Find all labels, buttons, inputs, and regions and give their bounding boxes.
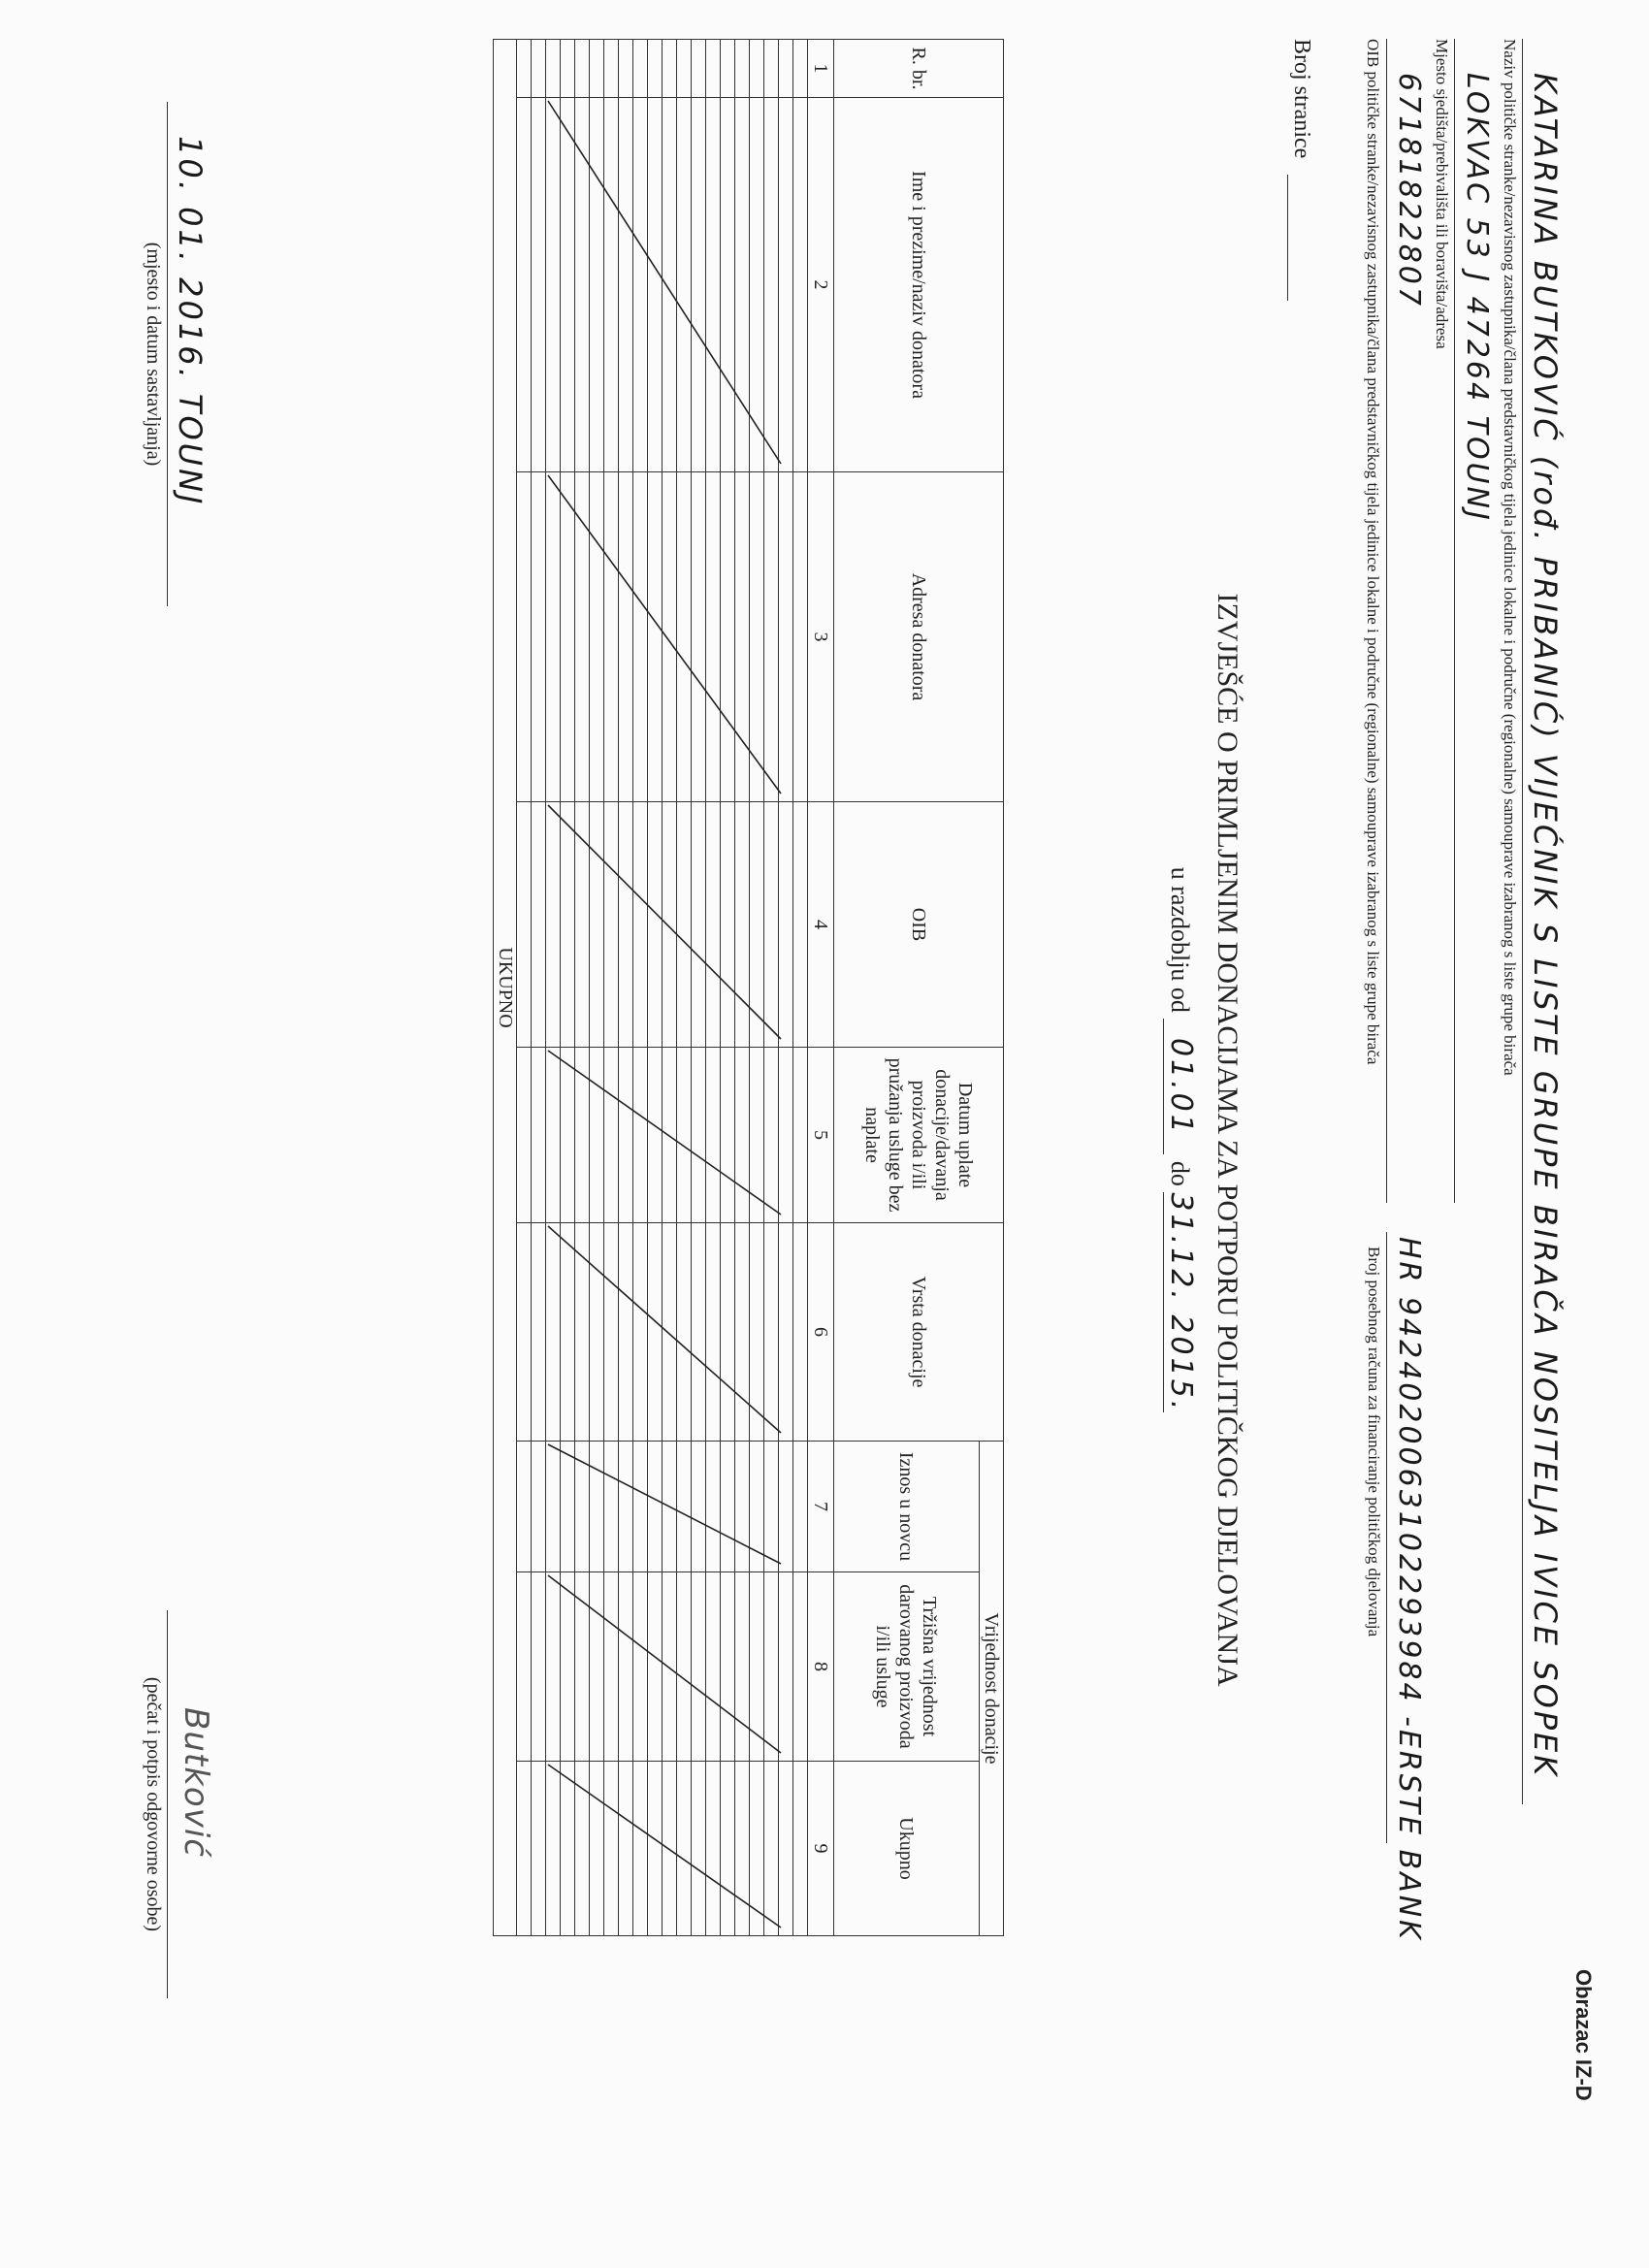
table-cell (619, 1442, 633, 1572)
table-cell (750, 1223, 764, 1442)
table-cell (692, 98, 706, 472)
oib-underline (1386, 39, 1387, 1203)
col-header-donor-address: Adresa donatora (834, 472, 1004, 802)
period-mid: do (1166, 1160, 1194, 1186)
table-cell (663, 1442, 677, 1572)
table-cell (633, 802, 648, 1048)
table-row (735, 40, 750, 1936)
table-cell (692, 1223, 706, 1442)
period-from: 01.01 (1163, 1019, 1198, 1154)
table-cell (561, 1762, 575, 1936)
table-cell (604, 98, 619, 472)
table-cell (750, 1048, 764, 1223)
table-cell (735, 1048, 750, 1223)
table-row (532, 40, 546, 1936)
table-cell (735, 1442, 750, 1572)
table-cell (648, 1572, 663, 1762)
table-cell (750, 40, 764, 98)
col-number: 8 (808, 1572, 834, 1762)
table-cell (633, 472, 648, 802)
table-cell (793, 472, 808, 802)
place-date-caption: (mjesto i datum sastavljanja) (143, 242, 164, 467)
table-cell (721, 98, 735, 472)
period-line (1163, 218, 1198, 2061)
table-cell (677, 40, 692, 98)
place-date-value: 10. 01. 2016. TOUNJ (172, 136, 209, 507)
table-cell (604, 40, 619, 98)
table-cell (721, 1762, 735, 1936)
table-cell (779, 1048, 793, 1223)
table-cell (706, 1572, 721, 1762)
col-header-oib: OIB (834, 802, 1004, 1048)
table-cell (779, 1762, 793, 1936)
table-cell (532, 1048, 546, 1223)
table-cell (750, 802, 764, 1048)
table-row (648, 40, 663, 1936)
table-cell (793, 802, 808, 1048)
table-cell (779, 472, 793, 802)
table-cell (575, 1442, 590, 1572)
table-cell (575, 98, 590, 472)
table-cell (764, 98, 779, 472)
table-cell (532, 1223, 546, 1442)
table-cell (575, 1572, 590, 1762)
table-cell (575, 1223, 590, 1442)
table-cell (517, 1762, 532, 1936)
oib-caption: OIB političke stranke/nezavisnog zastupnika/člana predstavničkog tijela jedinice lokalne i područne (regionalne) samouprave izabranog s liste grupe birača (1364, 39, 1382, 1065)
table-cell (590, 98, 604, 472)
table-cell (793, 1762, 808, 1936)
table-row (546, 40, 561, 1936)
col-number: 4 (808, 802, 834, 1048)
table-cell (546, 1572, 561, 1762)
table-cell (692, 1048, 706, 1223)
table-cell (663, 1572, 677, 1762)
table-cell (677, 1762, 692, 1936)
table-cell (779, 40, 793, 98)
table-cell (764, 802, 779, 1048)
table-cell (575, 1762, 590, 1936)
table-cell (721, 472, 735, 802)
signature-caption: (pečat i potpis odgovorne osobe) (143, 1676, 164, 1932)
table-cell (590, 1442, 604, 1572)
blank-rows (517, 40, 808, 1936)
table-cell (779, 98, 793, 472)
table-cell (590, 40, 604, 98)
table-cell (561, 40, 575, 98)
col-header-cash-amount: Iznos u novcu (834, 1442, 980, 1572)
table-cell (604, 1223, 619, 1442)
table-cell (648, 98, 663, 472)
period-to: 31.12. 2015. (1164, 1192, 1198, 1413)
table-cell (793, 1048, 808, 1223)
table-cell (633, 1442, 648, 1572)
col-number: 6 (808, 1223, 834, 1442)
table-cell (590, 1762, 604, 1936)
table-cell (619, 1572, 633, 1762)
table-cell (633, 1572, 648, 1762)
table-cell (575, 472, 590, 802)
table-cell (750, 1442, 764, 1572)
table-cell (750, 98, 764, 472)
table-cell (532, 1442, 546, 1572)
col-header-donor-name: Ime i prezime/naziv donatora (834, 98, 1004, 472)
table-cell (532, 472, 546, 802)
table-cell (779, 1442, 793, 1572)
table-row (561, 40, 575, 1936)
table-cell (663, 1048, 677, 1223)
col-header-date: Datum uplate donacije/davanja proizvoda i/ili pružanja usluge bez naplate (834, 1048, 1004, 1223)
column-number-row (808, 40, 834, 1936)
table-row (793, 40, 808, 1936)
table-cell (590, 1223, 604, 1442)
table-cell (546, 40, 561, 98)
col-number: 5 (808, 1048, 834, 1223)
table-cell (793, 1572, 808, 1762)
table-cell (706, 98, 721, 472)
signature: Butković (177, 1707, 215, 1858)
table-row (663, 40, 677, 1936)
table-cell (706, 472, 721, 802)
table-cell (793, 40, 808, 98)
table-cell (561, 98, 575, 472)
table-row (590, 40, 604, 1936)
table-row (764, 40, 779, 1936)
table-cell (604, 472, 619, 802)
table-cell (546, 802, 561, 1048)
table-cell (619, 802, 633, 1048)
col-number: 1 (808, 40, 834, 98)
table-cell (648, 1762, 663, 1936)
table-cell (750, 472, 764, 802)
table-cell (764, 1762, 779, 1936)
table-cell (793, 98, 808, 472)
table-cell (735, 40, 750, 98)
table-cell (648, 1223, 663, 1442)
table-cell (706, 1223, 721, 1442)
table-cell (575, 1048, 590, 1223)
table-cell (750, 1572, 764, 1762)
account-value: HR 9424020063102293984 -ERSTE BANK (1392, 1237, 1426, 1942)
table-cell (793, 1442, 808, 1572)
table-cell (619, 472, 633, 802)
table-cell (561, 472, 575, 802)
table-cell (706, 1442, 721, 1572)
table-cell (648, 1442, 663, 1572)
party-name-caption: Naziv političke stranke/nezavisnog zastupnika/člana predstavničkog tijela jedinice lokalne i područne (regionalne) samouprave izabranog s liste grupe birača (1501, 39, 1519, 1076)
table-cell (692, 1762, 706, 1936)
table-row (677, 40, 692, 1936)
table-cell (517, 1572, 532, 1762)
table-cell (735, 1223, 750, 1442)
table-cell (517, 98, 532, 472)
table-cell (633, 1223, 648, 1442)
address-value: LOKVAC 53 J 47264 TOUNJ (1460, 73, 1494, 523)
table-cell (546, 1762, 561, 1936)
table-cell (575, 40, 590, 98)
table-cell (546, 1048, 561, 1223)
table-cell (619, 1223, 633, 1442)
table-cell (633, 1048, 648, 1223)
table-cell (517, 1442, 532, 1572)
table-cell (575, 802, 590, 1048)
table-row (779, 40, 793, 1936)
col-number: 7 (808, 1442, 834, 1572)
table-cell (532, 802, 546, 1048)
table-cell (735, 802, 750, 1048)
table-cell (663, 40, 677, 98)
col-number: 2 (808, 98, 834, 472)
period-prefix: u razdoblju od (1166, 866, 1194, 1013)
table-cell (692, 1572, 706, 1762)
table-cell (561, 1223, 575, 1442)
group-header-value: Vrijednost donacije (980, 1442, 1004, 1936)
table-cell (590, 472, 604, 802)
table-cell (764, 1572, 779, 1762)
page-number-underline (1287, 175, 1288, 301)
table-cell (692, 802, 706, 1048)
table-cell (648, 40, 663, 98)
table-cell (663, 802, 677, 1048)
table-cell (721, 1223, 735, 1442)
table-cell (706, 802, 721, 1048)
table-cell (590, 1048, 604, 1223)
table-cell (764, 40, 779, 98)
table-cell (604, 1048, 619, 1223)
table-cell (546, 98, 561, 472)
table-cell (517, 472, 532, 802)
table-cell (677, 1223, 692, 1442)
table-cell (619, 98, 633, 472)
donations-table (493, 39, 1004, 1936)
table-cell (721, 1442, 735, 1572)
table-row (517, 40, 532, 1936)
col-number: 9 (808, 1762, 834, 1936)
table-cell (692, 40, 706, 98)
table-cell (706, 40, 721, 98)
table-cell (764, 472, 779, 802)
table-cell (677, 1048, 692, 1223)
table-cell (663, 1762, 677, 1936)
table-row (750, 40, 764, 1936)
table-row (619, 40, 633, 1936)
table-cell (546, 1223, 561, 1442)
table-cell (764, 1048, 779, 1223)
table-cell (561, 802, 575, 1048)
table-cell (517, 1048, 532, 1223)
table-row (604, 40, 619, 1936)
table-cell (663, 472, 677, 802)
table-cell (663, 1223, 677, 1442)
table-cell (779, 802, 793, 1048)
table-cell (561, 1442, 575, 1572)
table-cell (619, 1048, 633, 1223)
table-cell (677, 1572, 692, 1762)
table-cell (532, 98, 546, 472)
party-name-underline (1522, 39, 1523, 1804)
account-underline (1386, 1232, 1387, 1843)
table-cell (546, 1442, 561, 1572)
table-cell (750, 1762, 764, 1936)
table-cell (706, 1048, 721, 1223)
table-cell (721, 40, 735, 98)
form-code: Obrazac IZ-D (1571, 1969, 1596, 2101)
table-cell (764, 1442, 779, 1572)
table-cell (532, 40, 546, 98)
address-caption: Mjesto sjedišta/prebivališta ili boravišta/adresa (1433, 39, 1451, 349)
place-date-underline (167, 102, 168, 606)
table-cell (735, 1762, 750, 1936)
col-header-total: Ukupno (834, 1762, 980, 1936)
col-header-donation-type: Vrsta donacije (834, 1223, 1004, 1442)
table-cell (546, 472, 561, 802)
table-cell (604, 802, 619, 1048)
col-header-market-value: Tržišna vrijednost darovanog proizvoda i/ili usluge (834, 1572, 980, 1762)
address-underline (1454, 39, 1455, 1203)
table-cell (604, 1572, 619, 1762)
table-cell (590, 1572, 604, 1762)
table-cell (648, 1048, 663, 1223)
table-cell (590, 802, 604, 1048)
table-cell (692, 472, 706, 802)
table-cell (633, 40, 648, 98)
col-header-rbr: R. br. (834, 40, 1004, 98)
table-cell (779, 1572, 793, 1762)
table-cell (604, 1442, 619, 1572)
table-cell (633, 98, 648, 472)
table-cell (648, 802, 663, 1048)
table-cell (735, 98, 750, 472)
table-cell (517, 40, 532, 98)
account-caption: Broj posebnog računa za financiranje političkog djelovanja (1365, 1247, 1383, 1637)
col-number: 3 (808, 472, 834, 802)
table-cell (735, 472, 750, 802)
table-cell (532, 1572, 546, 1762)
table-cell (561, 1048, 575, 1223)
signature-underline (167, 1610, 168, 1998)
table-cell (604, 1762, 619, 1936)
table-cell (677, 98, 692, 472)
table-cell (663, 98, 677, 472)
oib-value: 67181822807 (1392, 73, 1426, 308)
table-cell (633, 1762, 648, 1936)
table-cell (677, 472, 692, 802)
table-row (633, 40, 648, 1936)
table-cell (677, 802, 692, 1048)
table-cell (648, 472, 663, 802)
table-cell (561, 1572, 575, 1762)
table-cell (692, 1442, 706, 1572)
table-row (692, 40, 706, 1936)
table-cell (677, 1442, 692, 1572)
table-row (721, 40, 735, 1936)
table-cell (532, 1762, 546, 1936)
table-cell (793, 1223, 808, 1442)
table-cell (764, 1223, 779, 1442)
table-cell (721, 802, 735, 1048)
table-cell (706, 1762, 721, 1936)
total-row-label: UKUPNO (494, 40, 517, 1936)
table-cell (779, 1223, 793, 1442)
table-cell (619, 40, 633, 98)
table-cell (721, 1048, 735, 1223)
table-cell (517, 802, 532, 1048)
table-row (575, 40, 590, 1936)
table-cell (721, 1572, 735, 1762)
page-number-label: Broj stranice (1289, 39, 1314, 159)
report-title: IZVJEŠĆE O PRIMLJENIM DONACIJAMA ZA POTPORU POLITIČKOG DJELOVANJA (1212, 593, 1244, 1687)
table-row (706, 40, 721, 1936)
table-cell (619, 1762, 633, 1936)
table-cell (517, 1223, 532, 1442)
party-name-value: KATARINA BUTKOVIĆ (rođ. PRIBANIĆ) VIJEĆNIK S LISTE GRUPE BIRAČA NOSITELJA IVICE SOPEK (1527, 73, 1564, 1779)
table-cell (735, 1572, 750, 1762)
